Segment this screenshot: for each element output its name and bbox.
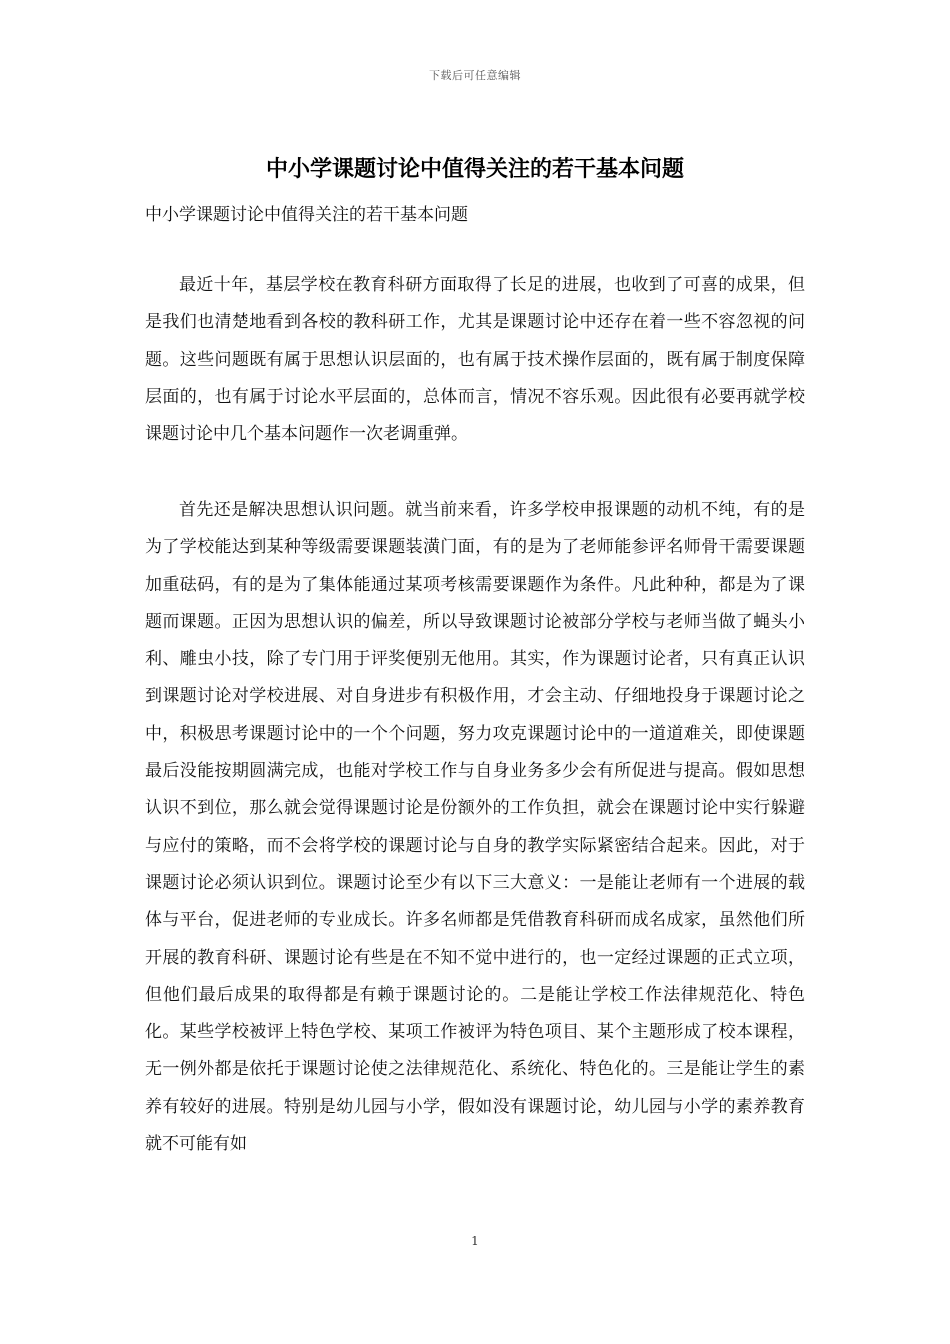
document-title: 中小学课题讨论中值得关注的若干基本问题 bbox=[265, 156, 684, 182]
body-paragraph-1: 最近十年，基层学校在教育科研方面取得了长足的进展，也收到了可喜的成果，但是我们也清楚地看到各校的教科研工作，尤其是课题讨论中还存在着一些不容忽视的问题。这些问题既有属于思想认识层面的，也有属于技术操作层面的，既有属于制度保障层面的，也有属于讨论水平层面的，总体而言，情况不容乐观。因此很有必要再就学校课题讨论中几个基本问题作一次老调重弹。 bbox=[145, 275, 805, 445]
document-subtitle: 中小学课题讨论中值得关注的若干基本问题 bbox=[145, 205, 468, 225]
page-number: 1 bbox=[471, 1234, 479, 1248]
header-note: 下载后可任意编辑 bbox=[429, 69, 521, 82]
body-paragraph-2: 首先还是解决思想认识问题。就当前来看，许多学校申报课题的动机不纯，有的是为了学校能达到某种等级需要课题装潢门面，有的是为了老师能参评名师骨干需要课题加重砝码，有的是为了集体能通过某项考核需要课题作为条件。凡此种种，都是为了课题而课题。正因为思想认识的偏差，所以导致课题讨论被部分学校与老师当做了蝇头小利、雕虫小技，除了专门用于评奖便别无他用。其实，作为课题讨论者，只有真正认识到课题讨论对学校进展、对自身进步有积极作用，才会主动、仔细地投身于课题讨论之中，积极思考课题讨论中的一个个问题，努力攻克课题讨论中的一道道难关，即使课题最后没能按期圆满完成，也能对学校工作与自身业务多少会有所促进与提高。假如思想认识不到位，那么就会觉得课题讨论是份额外的工作负担，就会在课题讨论中实行躲避与应付的策略，而不会将学校的课题讨论与自身的教学实际紧密结合起来。因此，对于课题讨论必须认识到位。课题讨论至少有以下三大意义：一是能让老师有一个进展的载体与平台，促进老师的专业成长。许多名师都是凭借教育科研而成名成家，虽然他们所开展的教育科研、课题讨论有些是在不知不觉中进行的，也一定经过课题的正式立项，但他们最后成果的取得都是有赖于课题讨论的。二是能让学校工作法律规范化、特色化。某些学校被评上特色学校、某项工作被评为特色项目、某个主题形成了校本课程，无一例外都是依托于课题讨论使之法律规范化、系统化、特色化的。三是能让学生的素养有较好的进展。特别是幼儿园与小学，假如没有课题讨论，幼儿园与小学的素养教育就不可能有如 bbox=[145, 500, 805, 1155]
